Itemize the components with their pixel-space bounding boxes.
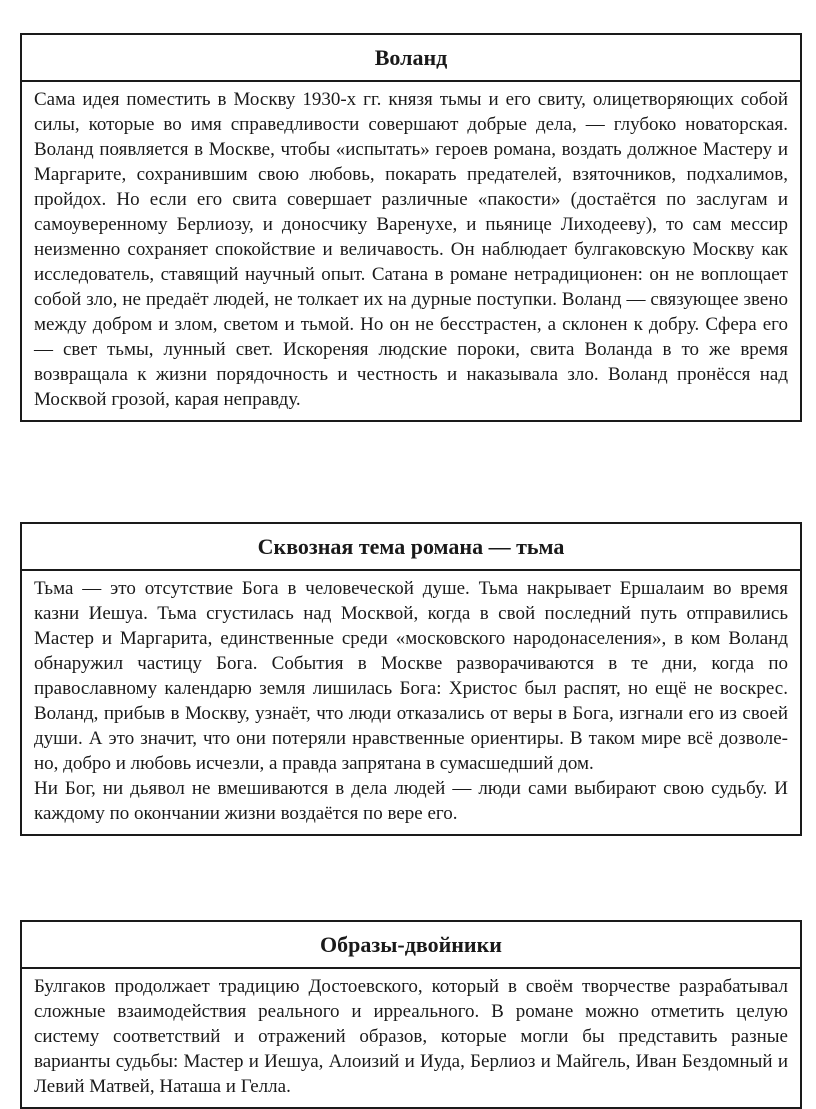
paragraph: Ни Бог, ни дьявол не вмешиваются в дела людей — люди сами выбирают свою судьбу. И каждому по окончании жизни воздаётся по вере его.	[34, 778, 788, 824]
paragraph: Сама идея поместить в Москву 1930-х гг. князя тьмы и его свиту, олицетворяющих собой силы, которые во имя справедливости совершают добрые дела, — глубоко новаторская. Воланд появляется в Москве, чтобы «испытать» героев романа, воздать должное Мастеру и Маргарите, сохранившим свою любовь, покарать предателей, взяточников, подхалимов, пройдох. Но если его свита совершает различные «пакости» (достаётся по заслугам и самоуверенному Берлиозу, и доносчику Варенухе, и пьянице Лиходееву), то сам мессир неизменно сохраняет спокойствие и величавость. Он наблюдает булгаковскую Москву как исследователь, ставящий научный опыт. Сатана в романе нетрадиционен: он не воплощает собой зло, не предаёт людей, не толкает их на дурные поступки. Воланд — связующее звено между добром и злом, светом и тьмой. Но он не бесстрастен, а склонен к добру. Сфера его — свет тьмы, лунный свет. Искореняя людские пороки, свита Воланда в то же время возвращала к жизни порядочность и честность и наказывала зло. Воланд пронёсся над Москвой грозой, карая неправду.	[34, 89, 788, 410]
section-double-images	[20, 920, 802, 1109]
section-title: Воланд	[22, 35, 800, 82]
paragraph: Тьма — это отсутствие Бога в человеческой душе. Тьма накрывает Ершалаим во время казни Иешуа. Тьма сгустилась над Москвой, когда в свой последний путь отправились Мастер и Маргарита, единственные среди «московского народонаселения», в ком Воланд обнаружил частицу Бога. События в Москве разворачиваются в те дни, когда по православному календарю земля лишилась Бога: Христос был распят, но ещё не воскрес. Воланд, прибыв в Москву, узнаёт, что люди отказались от веры в Бога, изгнали его из своей души. А это значит, что они потеряли нравственные ориентиры. В таком мире всё дозволено, добро и любовь исчезли, а правда запрятана в сумасшедший дом.	[34, 578, 788, 774]
section-body	[22, 969, 800, 1107]
section-body	[22, 82, 800, 420]
section-darkness-theme	[20, 522, 802, 836]
paragraph: Булгаков продолжает традицию Достоевского, который в своём творчестве разрабатывал сложные взаимодействия реального и ирреального. В романе можно отметить целую систему соответствий и отражений образов, которые могли бы представить разные варианты судьбы: Мастер и Иешуа, Алоизий и Иуда, Берлиоз и Майгель, Иван Бездомный и Левий Матвей, Наташа и Гелла.	[34, 976, 788, 1097]
section-title: Образы-двойники	[22, 922, 800, 969]
section-voland	[20, 33, 802, 422]
section-body	[22, 571, 800, 834]
section-title: Сквозная тема романа — тьма	[22, 524, 800, 571]
